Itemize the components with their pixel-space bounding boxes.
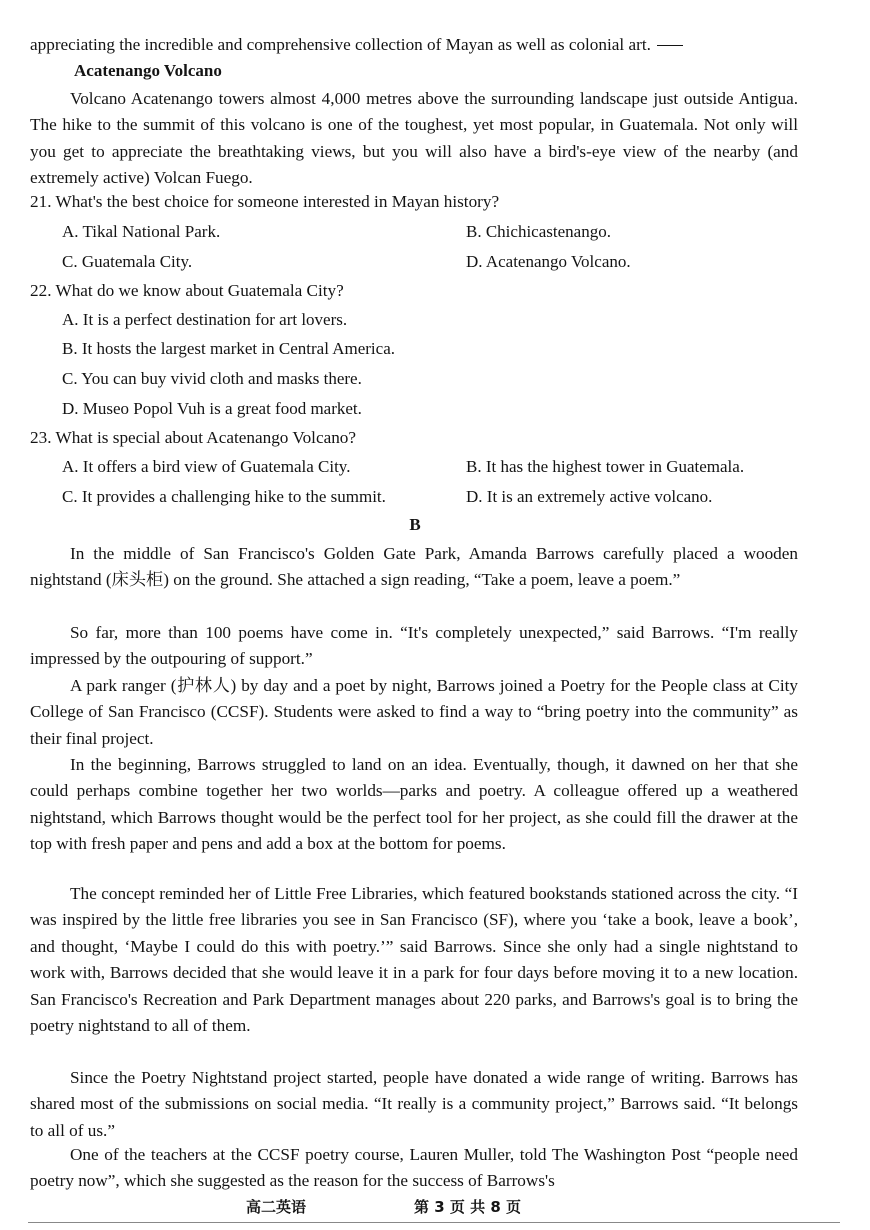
option-21-d: D. Acatenango Volcano.: [466, 252, 631, 271]
question-23: [30, 425, 356, 451]
passage-b-paragraph-1: In the middle of San Francisco's Golden Gate Park, Amanda Barrows carefully placed a wooden nightstand (床头柜) on the ground. She attached a sign reading, “Take a poem, leave a poem.”: [30, 544, 798, 590]
option-23-d: D. It is an extremely active volcano.: [466, 487, 713, 506]
option-23-a: A. It offers a bird view of Guatemala City.: [62, 457, 351, 476]
footer-page-number: 第 3 页 共 8 页: [414, 1198, 521, 1216]
section-b-label: B: [409, 515, 421, 534]
passage-b-paragraph-2: So far, more than 100 poems have come in. “It's completely unexpected,” said Barrows. “I'm really impressed by the outpouring of support.”: [30, 623, 798, 669]
option-21-a: A. Tikal National Park.: [62, 222, 221, 241]
footer-subject: 高二英语: [246, 1198, 307, 1216]
question-number: 23.: [30, 428, 52, 447]
option-21-c: C. Guatemala City.: [62, 252, 193, 271]
passage-b-paragraph-7: One of the teachers at the CCSF poetry course, Lauren Muller, told The Washington Post “people need poetry now”, which she suggested as the reason for the success of Barrows's: [30, 1145, 798, 1191]
question-21: [30, 189, 499, 215]
continuation-text: appreciating the incredible and comprehensive collection of Mayan as well as colonial art.: [30, 35, 651, 54]
question-text: What's the best choice for someone interested in Mayan history?: [55, 192, 500, 211]
question-22: [30, 278, 344, 304]
passage-b-paragraph-5: The concept reminded her of Little Free Libraries, which featured bookstands stationed across the city. “I was inspired by the little free libraries you see in San Francisco (SF), where you ‘take a book, leave a book’, and thought, ‘Maybe I could do this with poetry.’” said Barrows. Since she only had a single nightstand to work with, Barrows decided that she would leave it in a park for four days before moving it to a new location. San Francisco's Recreation and Park Department manages about 220 parks, and Barrows's goal is to bring the poetry nightstand to all of them.: [30, 884, 798, 1036]
option-23-c: C. It provides a challenging hike to the summit.: [62, 487, 386, 506]
option-22-d: D. Museo Popol Vuh is a great food market.: [62, 399, 362, 418]
acatenango-paragraph: Volcano Acatenango towers almost 4,000 metres above the surrounding landscape just outside Antigua. The hike to the summit of this volcano is one of the toughest, yet most popular, in Guatemala. Not only will you get to appreciate the breathtaking views, but you will also have a bird's-eye view of the nearby (and extremely active) Volcan Fuego.: [30, 89, 798, 188]
option-23-b: B. It has the highest tower in Guatemala.: [466, 457, 745, 476]
question-number: 21.: [30, 192, 52, 211]
option-22-a: A. It is a perfect destination for art lovers.: [62, 310, 348, 329]
passage-b-paragraph-4: In the beginning, Barrows struggled to land on an idea. Eventually, though, it dawned on her that she could perhaps combine together her two worlds—parks and poetry. A colleague offered up a weathered nightstand, which Barrows thought would be the perfect tool for her project, as she could fill the drawer at the top with fresh paper and pens and add a box at the bottom for poems.: [30, 755, 798, 854]
passage-b-paragraph-3: A park ranger (护林人) by day and a poet by night, Barrows joined a Poetry for the People class at City College of San Francisco (CCSF). Students were asked to find a way to “bring poetry into the community” as their final project.: [30, 676, 798, 748]
question-number: 22.: [30, 281, 52, 300]
continuation-line: [30, 32, 683, 58]
footer-divider: [28, 1222, 840, 1223]
answer-blank: [657, 45, 683, 46]
question-text: What is special about Acatenango Volcano?: [55, 428, 357, 447]
passage-b-paragraph-6: Since the Poetry Nightstand project started, people have donated a wide range of writing. Barrows has shared most of the submissions on social media. “It really is a community project,” Barrows said. “It belongs to all of us.”: [30, 1068, 798, 1140]
option-22-c: C. You can buy vivid cloth and masks there.: [62, 369, 362, 388]
question-text: What do we know about Guatemala City?: [55, 281, 344, 300]
acatenango-heading: Acatenango Volcano: [74, 61, 222, 80]
option-22-b: B. It hosts the largest market in Central America.: [62, 339, 395, 358]
option-21-b: B. Chichicastenango.: [466, 222, 611, 241]
